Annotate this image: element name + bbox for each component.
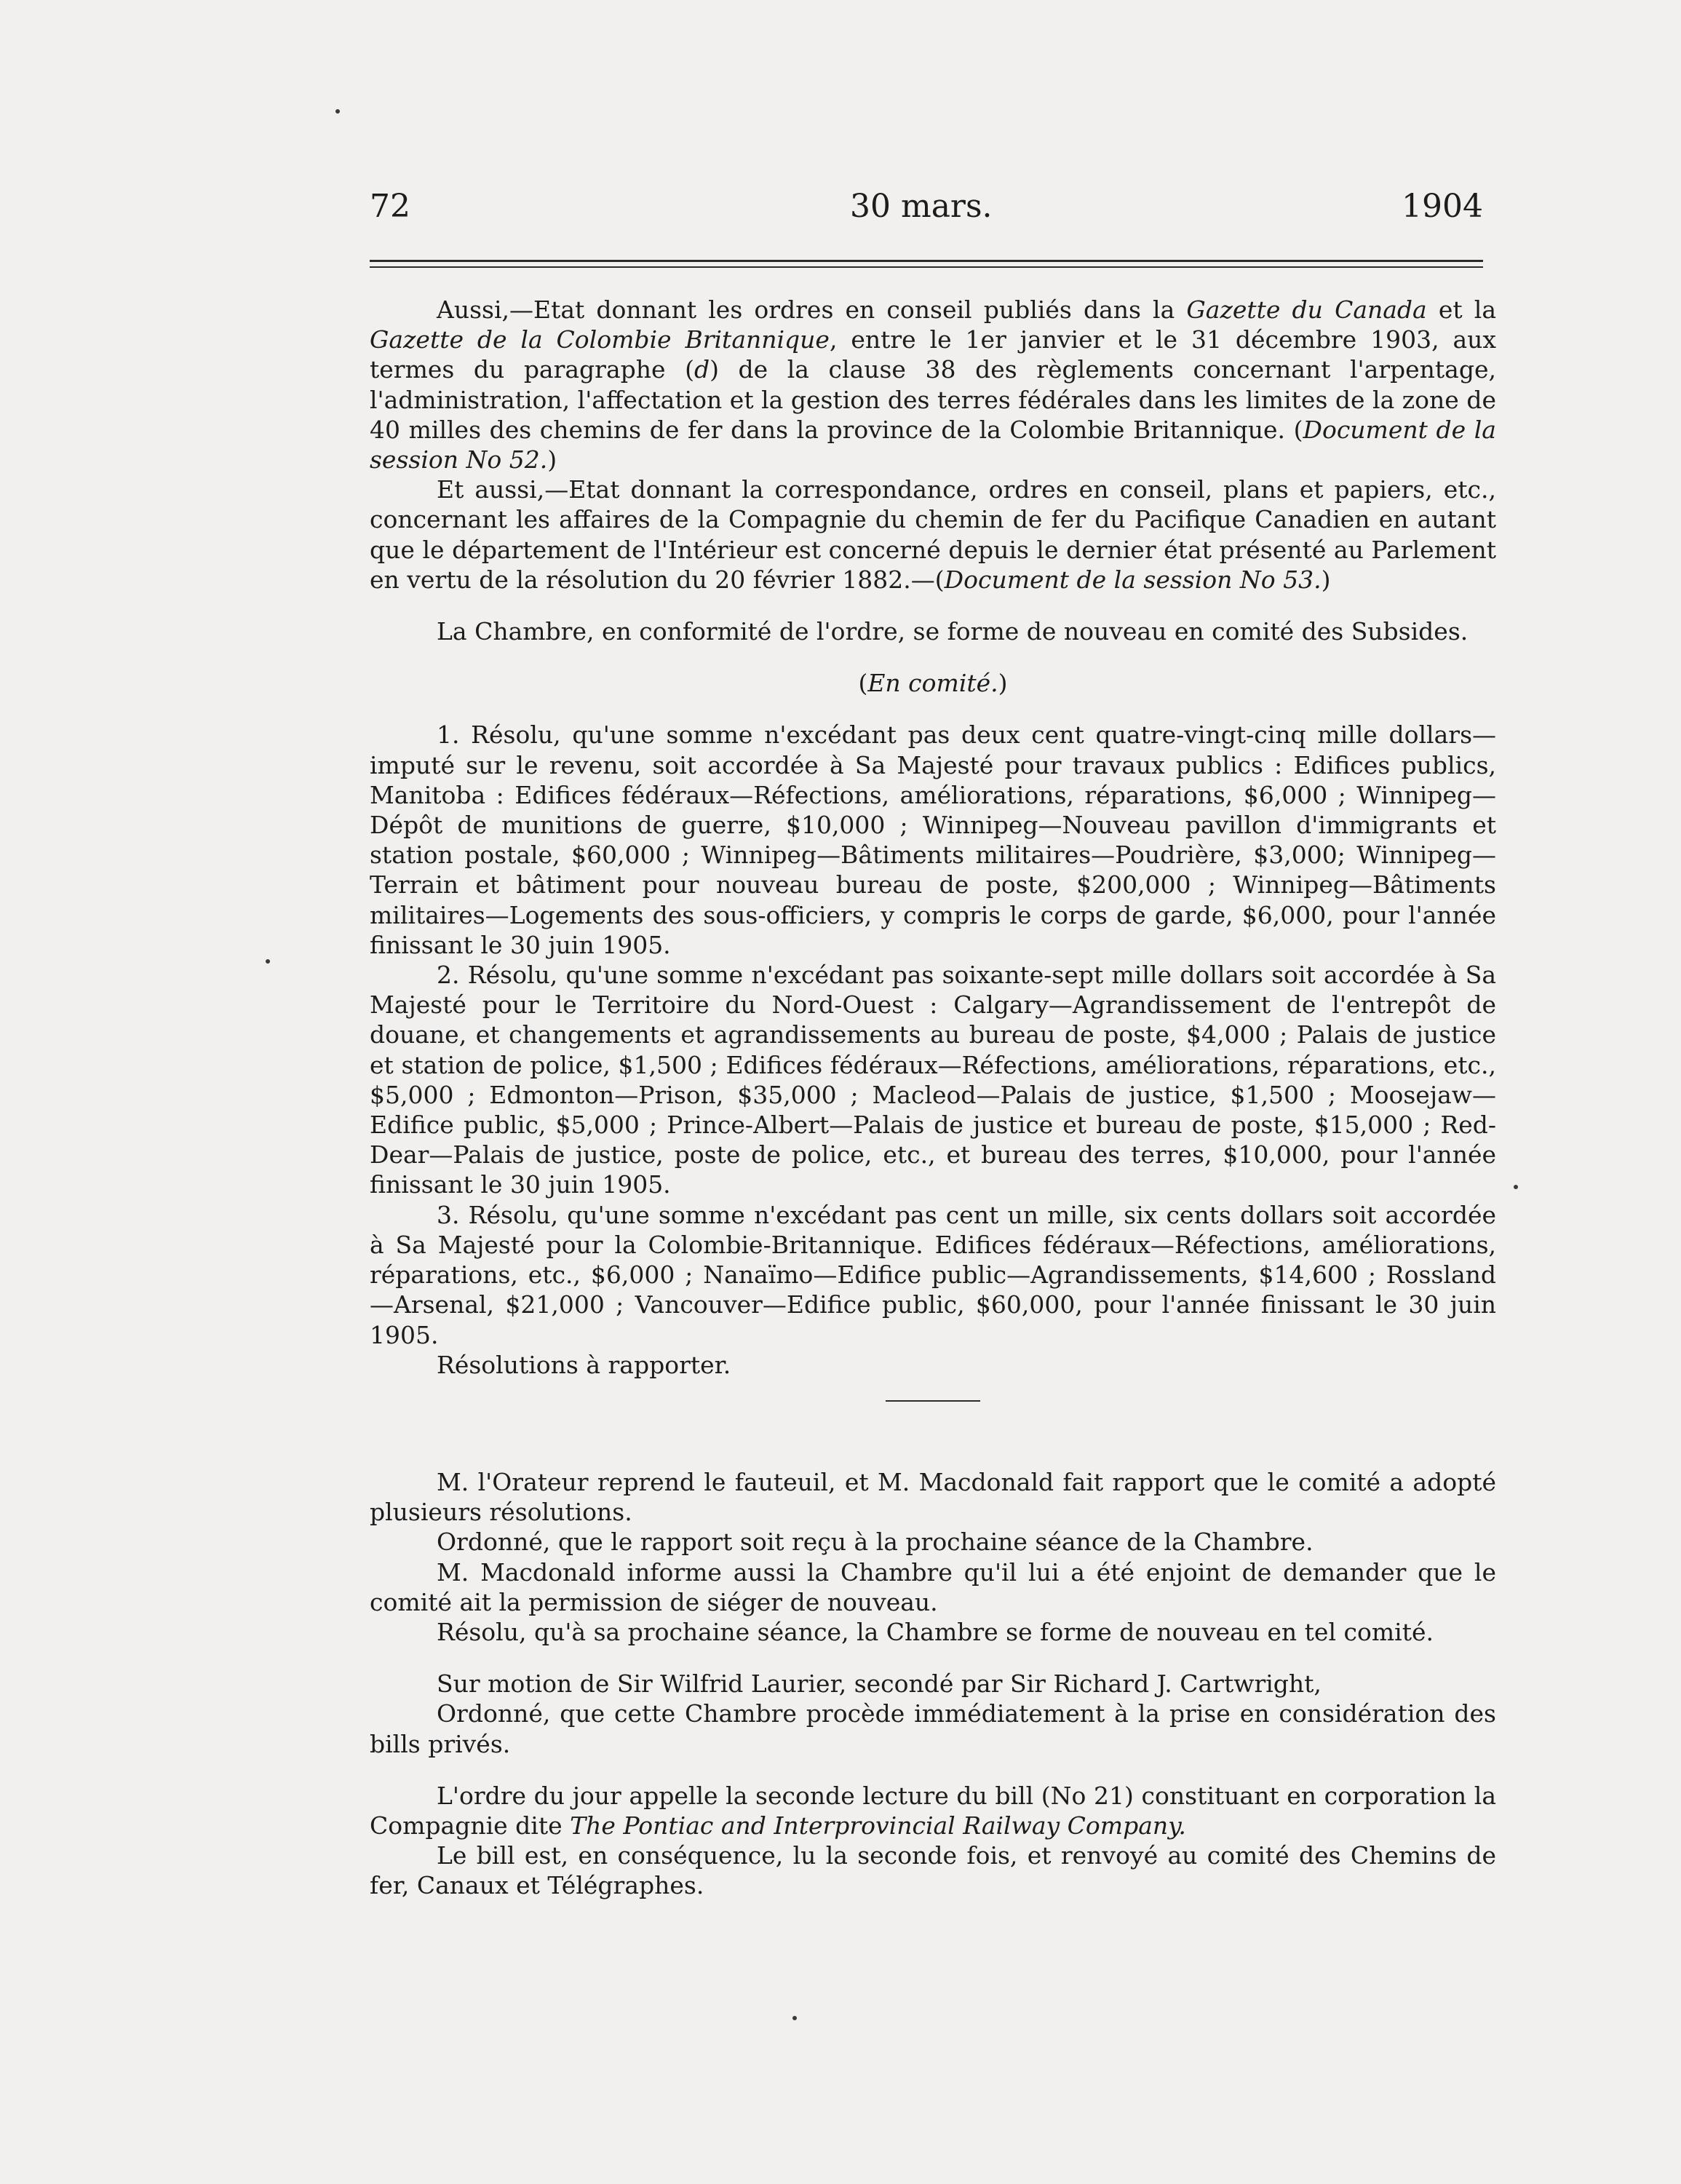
- resolutions-to-report: Résolutions à rapporter.: [437, 1350, 731, 1379]
- paragraph-bill-referred: Le bill est, en conséquence, lu la seconde fois, et renvoyé au comité des Chemins de fer, Canaux et Télégraphes.: [370, 1841, 1496, 1900]
- stray-mark: [1514, 1185, 1518, 1189]
- in-committee-heading: (En comité.): [858, 669, 1008, 698]
- stray-mark: [792, 2016, 797, 2020]
- paragraph-motion-laurier: Sur motion de Sir Wilfrid Laurier, secondé par Sir Richard J. Cartwright,: [437, 1669, 1322, 1699]
- resolution-2: 2. Résolu, qu'une somme n'excédant pas soixante-sept mille dollars soit accordée à Sa Majesté pour le Territoire du Nord-Ouest : Calgary—Agrandissement de l'entrepôt de douane, et changements et agrandissements au bureau de poste, $4,000 ; Palais de justice et station de police, $1,500 ; Edifices fédéraux—Réfections, améliorations, réparations, etc., $5,000 ; Edmonton—Prison, $35,000 ; Macleod—Palais de justice, $1,500 ; Moosejaw—Edifice public, $5,000 ; Prince-Albert—Palais de justice et bureau de poste, $15,000 ; Red-Dear—Palais de justice, poste de police, etc., et bureau des terres, $10,000, pour l'année finissant le 30 juin 1905.: [370, 961, 1496, 1199]
- paragraph-leave-to-sit: M. Macdonald informe aussi la Chambre qu'il lui a été enjoint de demander que le comité ait la permission de siéger de nouveau.: [370, 1557, 1496, 1616]
- paragraph-report-ordered: Ordonné, que le rapport soit reçu à la prochaine séance de la Chambre.: [437, 1528, 1314, 1557]
- stray-mark: [266, 959, 270, 964]
- paragraph-bill-21: L'ordre du jour appelle la seconde lecture du bill (No 21) constituant en corporation la Compagnie dite The Pontiac and Interprovincial Railway Company.: [370, 1781, 1496, 1840]
- running-year: 1904: [1402, 188, 1483, 225]
- page-number: 72: [370, 188, 410, 225]
- paragraph-committee-of-supply: La Chambre, en conformité de l'ordre, se forme de nouveau en comité des Subsides.: [437, 617, 1469, 646]
- paragraph-document-52: Aussi,—Etat donnant les ordres en conseil publiés dans la Gazette du Canada et la Gazette de la Colombie Britannique, entre le 1er janvier et le 31 décembre 1903, aux termes du paragraphe (d) de la clause 38 des règlements concernant l'arpentage, l'administration, l'affectation et la gestion des terres fédérales dans les limites de la zone de 40 milles des chemins de fer dans la province de la Colombie Britannique. (Document de la session No 52.): [370, 295, 1497, 474]
- header-rule-bottom: [370, 266, 1483, 268]
- header-rule-top: [370, 260, 1483, 262]
- paragraph-private-bills-ordered: Ordonné, que cette Chambre procède immédiatement à la prise en considération des bills privés.: [370, 1699, 1496, 1758]
- page-header: [370, 188, 1483, 239]
- resolution-3: 3. Résolu, qu'une somme n'excédant pas cent un mille, six cents dollars soit accordée à Sa Majesté pour la Colombie-Britannique. Edifices fédéraux—Réfections, améliorations, réparations, etc., $6,000 ; Nanaïmo—Edifice public—Agrandissements, $14,600 ; Rossland—Arsenal, $21,000 ; Vancouver—Edifice public, $60,000, pour l'année finissant le 30 juin 1905.: [370, 1200, 1496, 1349]
- page-body: [370, 295, 1496, 1901]
- running-title: 30 mars.: [850, 188, 993, 225]
- paragraph-document-53: Et aussi,—Etat donnant la correspondance, ordres en conseil, plans et papiers, etc., concernant les affaires de la Compagnie du chemin de fer du Pacifique Canadien en autant que le département de l'Intérieur est concerné depuis le dernier état présenté au Parlement en vertu de la résolution du 20 février 1882.—(Document de la session No 53.): [370, 475, 1496, 594]
- paragraph-speaker-resumes: M. l'Orateur reprend le fauteuil, et M. Macdonald fait rapport que le comité a adopté plusieurs résolutions.: [370, 1467, 1496, 1527]
- stray-mark: [335, 109, 340, 114]
- resolution-1: 1. Résolu, qu'une somme n'excédant pas deux cent quatre-vingt-cinq mille dollars—imputé sur le revenu, soit accordée à Sa Majesté pour travaux publics : Edifices publics, Manitoba : Edifices fédéraux—Réfections, améliorations, réparations, $6,000 ; Winnipeg—Dépôt de munitions de guerre, $10,000 ; Winnipeg—Nouveau pavillon d'immigrants et station postale, $60,000 ; Winnipeg—Bâtiments militaires—Poudrière, $3,000; Winnipeg—Terrain et bâtiment pour nouveau bureau de poste, $200,000 ; Winnipeg—Bâtiments militaires—Logements des sous-officiers, y compris le corps de garde, $6,000, pour l'année finissant le 30 juin 1905.: [370, 720, 1496, 959]
- section-separator: [886, 1400, 980, 1402]
- paragraph-resolved-next-sitting: Résolu, qu'à sa prochaine séance, la Chambre se forme de nouveau en tel comité.: [437, 1617, 1434, 1646]
